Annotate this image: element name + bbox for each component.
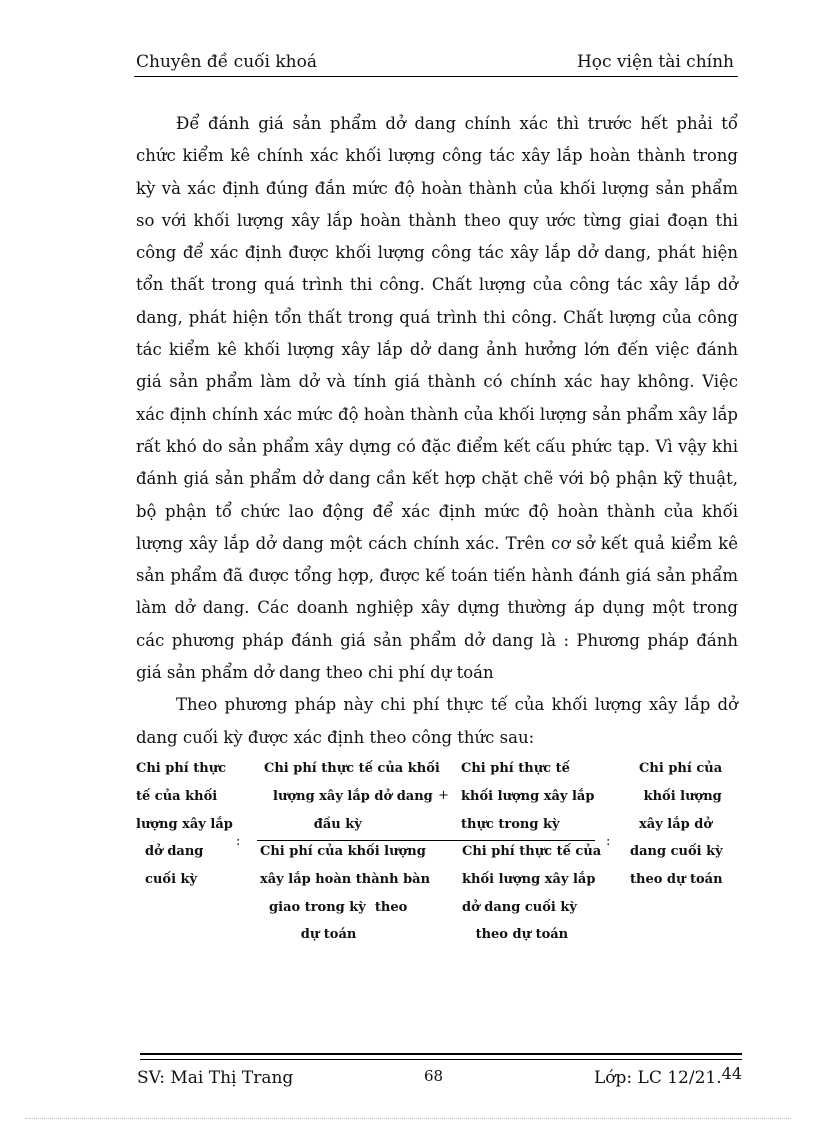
page-number: 68 [424, 1067, 444, 1085]
footer-rule-thick [140, 1053, 742, 1055]
formula-rhs: Chi phí của khối lượng xây lắp dở dang cuối kỳ theo dự toán [630, 761, 723, 888]
formula-numerator-2: Chi phí thực tế khối lượng xây lắp thực trong kỳ [461, 761, 595, 832]
header-rule [134, 76, 738, 77]
formula-denominator-1: Chi phí của khối lượng xây lắp hoàn thành bàn giao trong kỳ theo dự toán [260, 844, 431, 943]
paragraph-2: Theo phương pháp này chi phí thực tế của khối lượng xây lắp dở dang cuối kỳ được xác định theo công thức sau: [136, 695, 738, 747]
formula-plus: + [438, 788, 449, 803]
formula-times: : [606, 834, 611, 849]
paragraph-1: Để đánh giá sản phẩm dở dang chính xác thì trước hết phải tổ chức kiểm kê chính xác khối lượng công tác xây lắp hoàn thành trong kỳ và xác định đúng đắn mức độ hoàn thành của khối lượng sản phẩm so với khối lượng xây lắp hoàn thành theo quy ước từng giai đoạn thi công để xác định được khối lượng công tác xây lắp dở dang, phát hiện tổn thất trong quá trình thi công. Chất lượng của công tác xây lắp dở dang, phát hiện tổn thất trong quá trình thi công. Chất lượng của công tác kiểm kê khối lượng xây lắp dở dang ảnh hưởng lớn đến việc đánh giá sản phẩm làm dở và tính giá thành có chính xác hay không. Việc xác định chính xác mức độ hoàn thành của khối lượng sản phẩm xây lắp rất khó do sản phẩm xây dựng có đặc điểm kết cấu phức tạp. Vì vậy khi đánh giá sản phẩm dở dang cần kết hợp chặt chẽ với bộ phận kỹ thuật, bộ phận tổ chức lao động để xác định mức độ hoàn thành của khối lượng xây lắp dở dang một cách chính xác. Trên cơ sở kết quả kiểm kê sản phẩm đã được tổng hợp, được kế toán tiến hành đánh giá sản phẩm làm dở dang. Các doanh nghiệp xây dựng thường áp dụng một trong các phương pháp đánh giá sản phẩm dở dang là : Phương pháp đánh giá sản phẩm dở dang theo chi phí dự toán [136, 114, 738, 683]
body-text [136, 108, 738, 754]
formula-lhs: Chi phí thực tế của khối lượng xây lắp dở dang cuối kỳ [136, 761, 233, 888]
fraction-line [257, 840, 595, 841]
header-right: Học viện tài chính [576, 52, 734, 72]
formula-equals: : [236, 834, 241, 849]
class-label: Lớp: LC 12/21. [594, 1068, 722, 1088]
class-suffix: 44 [721, 1064, 742, 1083]
footer-class [594, 1064, 742, 1088]
formula-numerator-1: Chi phí thực tế của khối lượng xây lắp dở dang đầu kỳ [264, 761, 440, 832]
page-edge [25, 1118, 791, 1119]
formula [0, 755, 816, 955]
footer-student: SV: Mai Thị Trang [137, 1068, 294, 1088]
footer-rule-thin [140, 1059, 742, 1060]
header-left: Chuyên đề cuối khoá [136, 52, 317, 72]
formula-denominator-2: Chi phí thực tế của khối lượng xây lắp dở dang cuối kỳ theo dự toán [462, 844, 602, 943]
